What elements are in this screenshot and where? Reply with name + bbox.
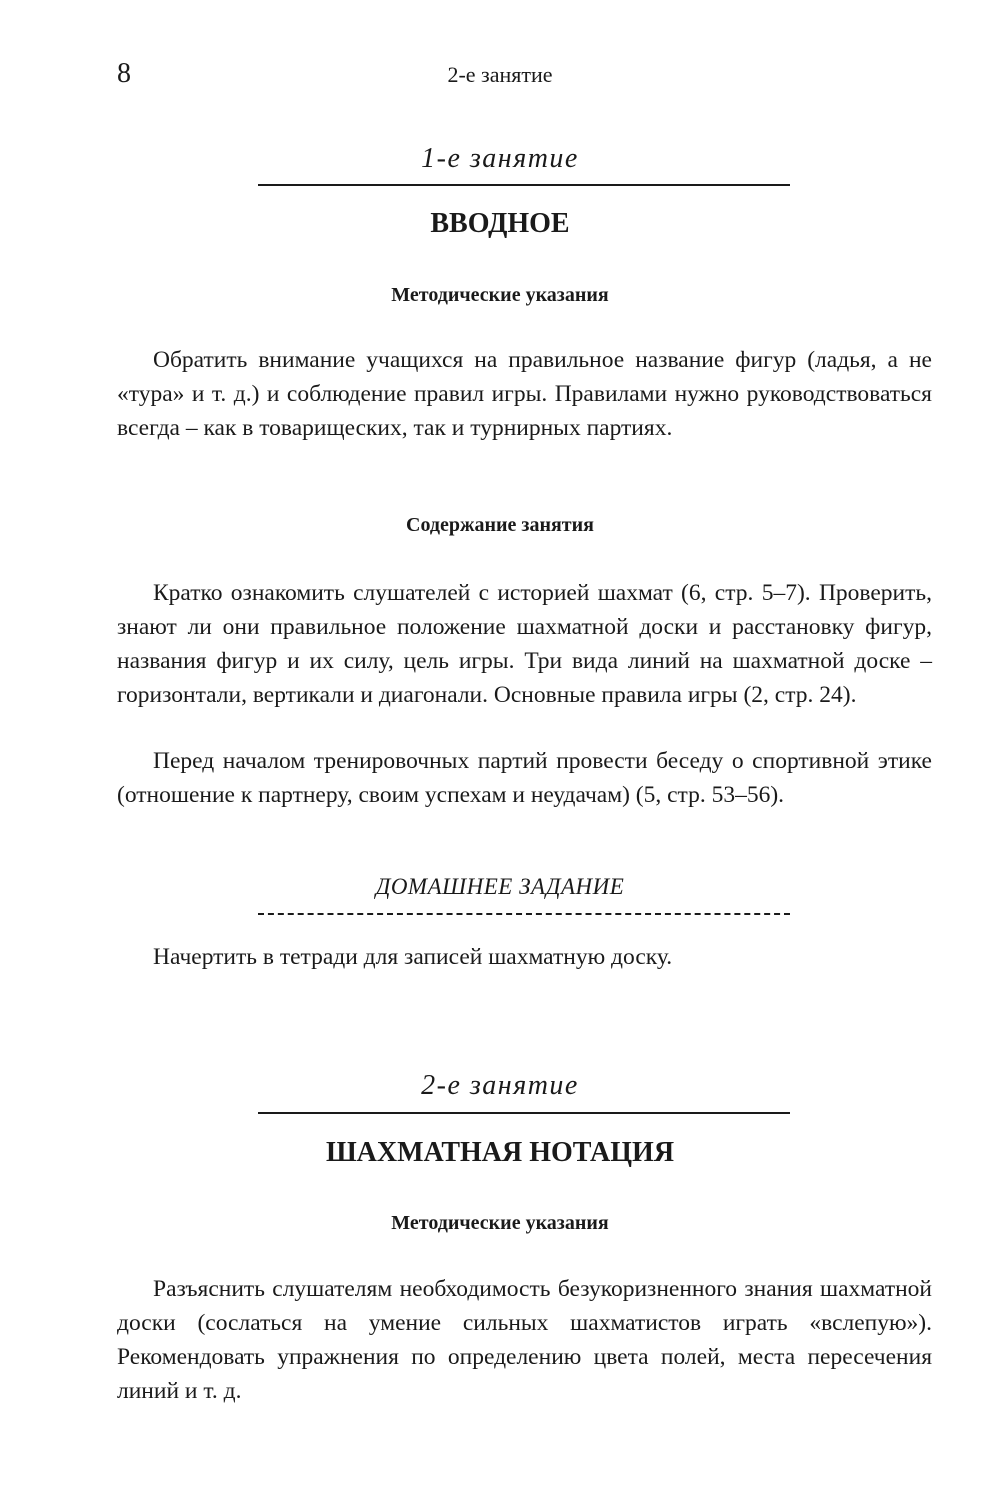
lesson-1-methodical-text: Обратить внимание учащихся на правильное название фигур (ладья, а не «тура» и т. д.) и соблюдение правил игры. Правилами нужно руководствоваться всегда – как в товарищеских, так и турнирных партиях. bbox=[117, 347, 932, 441]
lesson-1-content-text-1: Кратко ознакомить слушателей с историей шахмат (6, стр. 5–7). Проверить, знают ли они правильное положение шахматной доски и расстановку фигур, названия фигур и их силу, цель игры. Три вида линий на шахматной доске – горизонтали, вертикали и диагонали. Основные правила игры (2, стр. 24). bbox=[117, 580, 932, 708]
lesson-2-label: 2-е занятие bbox=[421, 1070, 579, 1101]
page-number: 8 bbox=[117, 58, 131, 89]
lesson-1-label: 1-е занятие bbox=[421, 143, 579, 174]
lesson-1-content-text-2: Перед началом тренировочных партий провести беседу о спортивной этике (отношение к партнеру, своим успехам и неудачам) (5, стр. 53–56). bbox=[117, 748, 932, 808]
lesson-1-title: ВВОДНОЕ bbox=[430, 208, 570, 239]
lesson-1-methodical-heading: Методические указания bbox=[391, 284, 609, 306]
homework-text: Начертить в тетради для записей шахматную доску. bbox=[153, 944, 673, 970]
lesson-1-rule bbox=[258, 184, 790, 186]
lesson-2-rule bbox=[258, 1112, 790, 1114]
homework-heading: ДОМАШНЕЕ ЗАДАНИЕ bbox=[375, 874, 625, 899]
homework-dashed-rule bbox=[258, 913, 790, 915]
lesson-2-title: ШАХМАТНАЯ НОТАЦИЯ bbox=[325, 1137, 675, 1168]
lesson-2-methodical-heading: Методические указания bbox=[391, 1212, 609, 1234]
lesson-2-methodical-text: Разъяснить слушателям необходимость безукоризненного знания шахматной доски (сослаться на умение сильных шахматистов играть «вслепую»). Рекомендовать упражнения по определению цвета полей, места пересечения линий и т. д. bbox=[117, 1276, 932, 1404]
lesson-1-content-heading: Содержание занятия bbox=[406, 514, 594, 536]
running-head: 2-е занятие bbox=[447, 62, 553, 87]
